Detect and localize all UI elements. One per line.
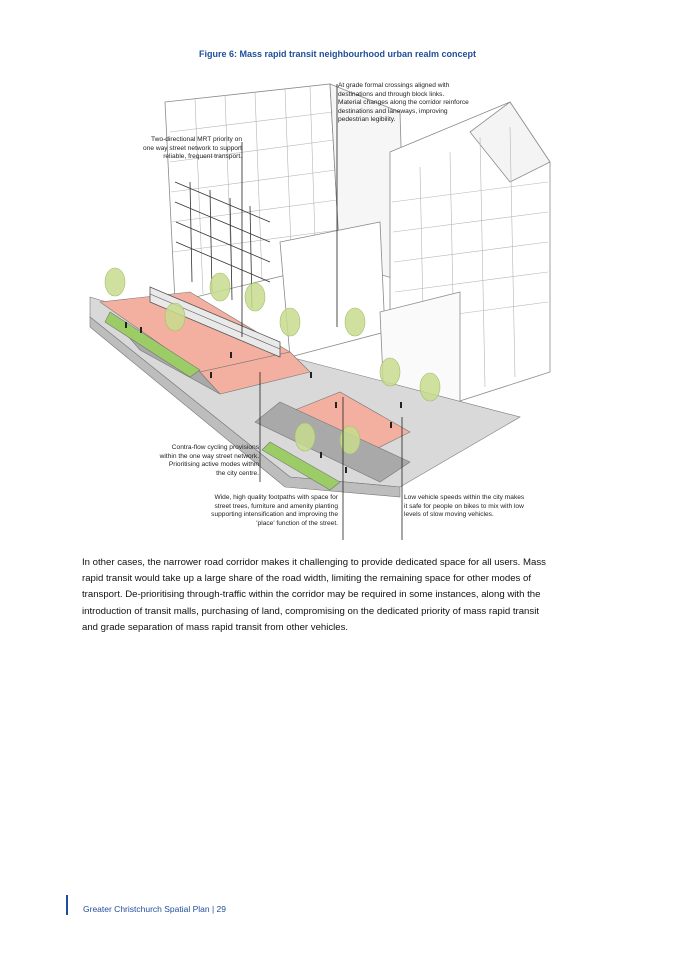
pedestrian — [140, 327, 142, 333]
annotation-crossings: At grade formal crossings aligned with destinations and through block links. Material changes along the corridor reinforce destinations and laneways, improving pedestrian legibility. — [338, 82, 469, 124]
pedestrian — [390, 422, 392, 428]
footer-page-label: Greater Christchurch Spatial Plan | 29 — [83, 904, 226, 914]
street-tree — [105, 268, 125, 296]
street-tree — [165, 303, 185, 331]
street-tree — [245, 283, 265, 311]
figure-title: Figure 6: Mass rapid transit neighbourhood urban realm concept — [198, 49, 477, 59]
street-tree — [210, 273, 230, 301]
street-tree — [420, 373, 440, 401]
annotation-contra-flow: Contra-flow cycling provisions within the one way street network. Prioritising active modes within the city centre. — [159, 444, 259, 477]
body-paragraph: In other cases, the narrower road corridor makes it challenging to provide dedicated space for all users. Mass rapid transit would take up a large share of the road width, limiting the remaining space for other modes of transport. De-prioritising through-traffic within the corridor may be required in some instances, along with the introduction of transit malls, purchasing of land, compromising on the dedicated priority of mass rapid transit and grade separation of mass rapid transit from other vehicles. — [82, 557, 546, 633]
mid-building — [280, 222, 385, 357]
pedestrian — [230, 352, 232, 358]
annotation-footpaths: Wide, high quality footpaths with space for street trees, furniture and amenity planting supporting intensification and improving the 'place' function of the street. — [211, 494, 338, 527]
pedestrian — [210, 372, 212, 378]
urban-realm-figure — [80, 72, 600, 542]
pedestrian — [125, 322, 127, 328]
street-tree — [295, 423, 315, 451]
pedestrian — [320, 452, 322, 458]
annotation-mrt-priority: Two-directional MRT priority on one way street network to support reliable, frequent transport. — [143, 136, 242, 161]
pedestrian — [400, 402, 402, 408]
pedestrian — [345, 467, 347, 473]
street-tree — [380, 358, 400, 386]
street-tree — [345, 308, 365, 336]
pedestrian — [335, 402, 337, 408]
pedestrian — [310, 372, 312, 378]
street-tree — [280, 308, 300, 336]
annotation-low-speeds: Low vehicle speeds within the city makes it safe for people on bikes to mix with low levels of slow moving vehicles. — [404, 494, 525, 519]
footer-accent-bar — [66, 895, 68, 915]
